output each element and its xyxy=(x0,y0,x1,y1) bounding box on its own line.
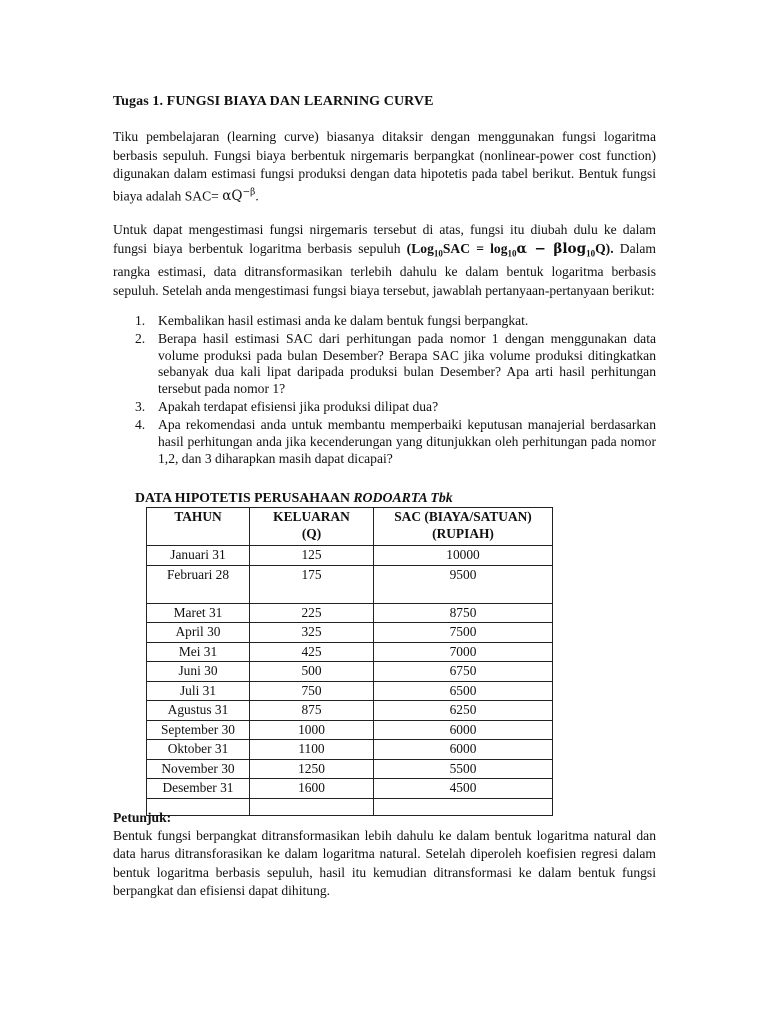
cell-q: 175 xyxy=(250,565,374,603)
log-formula xyxy=(406,240,614,259)
header-sac-label: SAC (BIAYA/SATUAN) xyxy=(394,509,532,524)
intro-end: . xyxy=(255,188,259,204)
table-title xyxy=(135,490,453,506)
table-title-company: RODOARTA Tbk xyxy=(353,490,453,505)
header-keluaran xyxy=(250,508,374,546)
header-tahun-label: TAHUN xyxy=(174,509,222,524)
intro-text: Tiku pembelajaran (learning curve) biasanya ditaksir dengan menggunakan fungsi logaritma berbasis sepuluh. Fungsi biaya berbentuk nirgemaris berpangkat (nonlinear-power cost function) digunakan dalam estimasi fungsi produksi dengan data hipotetis pada tabel berikut. Bentuk fungsi biaya adalah SAC= xyxy=(113,129,656,204)
question-text: Kembalikan hasil estimasi anda ke dalam bentuk fungsi berpangkat. xyxy=(158,313,529,328)
hint-paragraph: Bentuk fungsi berpangkat ditransformasikan lebih dahulu ke dalam bentuk logaritma natural dan data harus ditransforasikan ke dalam logaritma natural. Setelah diperoleh koefisien regresi dalam bentuk logaritma berbasis sepuluh, hasil itu kemudian ditransformasi ke dalam bentuk fungsi berpangkat dan efisiensi dapat dihitung. xyxy=(113,828,656,899)
table-row xyxy=(147,546,553,566)
question-number: 4. xyxy=(135,417,146,433)
table-row xyxy=(147,603,553,623)
cell-sac: 6000 xyxy=(374,740,553,760)
table-row xyxy=(147,759,553,779)
header-keluaran-unit: (Q) xyxy=(301,526,322,541)
cell-tahun: Juni 30 xyxy=(147,662,250,682)
question-text: Berapa hasil estimasi SAC dari perhitungan pada nomor 1 dengan menggunakan data volume produksi pada bulan Desember? Berapa SAC jika volume produksi ditingkatkan sebanyak dua kali lipat daripada produksi bulan Desember? Apa arti hasil perhitungan tersebut pada nomor 1? xyxy=(158,331,656,396)
cell-sac: 6000 xyxy=(374,720,553,740)
table-row xyxy=(147,701,553,721)
cell-tahun: Maret 31 xyxy=(147,603,250,623)
cell-sac: 4500 xyxy=(374,779,553,799)
method-text-b: Dalam rangka estimasi, data ditransformasikan terlebih dahulu ke dalam bentuk logaritma berbasis sepuluh. Setelah anda mengestimasi fungsi biaya tersebut, jawablah pertanyaan-pertanyaan berikut: xyxy=(113,240,657,298)
cell-tahun: April 30 xyxy=(147,623,250,643)
table-row xyxy=(147,623,553,643)
formula-exponent: −β xyxy=(242,187,256,198)
cell-q: 500 xyxy=(250,662,374,682)
data-table xyxy=(146,507,553,816)
document-title: Tugas 1. FUNGSI BIAYA DAN LEARNING CURVE xyxy=(113,94,434,109)
log-formula-sub-2: 10 xyxy=(507,248,517,259)
cell-sac: 10000 xyxy=(374,546,553,566)
cell-q: 325 xyxy=(250,623,374,643)
list-item xyxy=(113,399,656,416)
header-keluaran-label: KELUARAN xyxy=(273,509,350,524)
table-row xyxy=(147,642,553,662)
intro-paragraph xyxy=(113,128,656,206)
cell-tahun: Desember 31 xyxy=(147,779,250,799)
question-number: 2. xyxy=(135,331,146,347)
cell-q: 1100 xyxy=(250,740,374,760)
table-title-prefix: DATA HIPOTETIS PERUSAHAAN xyxy=(135,490,354,505)
cell-sac: 8750 xyxy=(374,603,553,623)
cell-sac: 9500 xyxy=(374,565,553,603)
question-number: 3. xyxy=(135,399,146,415)
cell-q: 1000 xyxy=(250,720,374,740)
cell-sac: 6500 xyxy=(374,681,553,701)
cell-q: 750 xyxy=(250,681,374,701)
question-text: Apa rekomendasi anda untuk membantu memperbaiki keputusan manajerial berdasarkan hasil perhitungan anda jika kecenderungan yang ditunjukkan oleh perhitungan pada nomor 1,2, dan 3 diharapkan masih dapat dicapai? xyxy=(158,417,656,466)
log-formula-part-4: Q). xyxy=(595,240,614,256)
cell-q: 1600 xyxy=(250,779,374,799)
hint-title: Petunjuk: xyxy=(113,810,172,825)
cell-q: 225 xyxy=(250,603,374,623)
header-tahun xyxy=(147,508,250,546)
log-formula-sub-3: 10 xyxy=(586,248,596,259)
table-row xyxy=(147,662,553,682)
table-row xyxy=(147,740,553,760)
cell-tahun: September 30 xyxy=(147,720,250,740)
table-header-row xyxy=(147,508,553,546)
log-formula-part-2: SAC = log xyxy=(442,240,508,256)
cell-q: 1250 xyxy=(250,759,374,779)
cell-q: 125 xyxy=(250,546,374,566)
cell-sac: 7500 xyxy=(374,623,553,643)
cost-function-formula xyxy=(222,188,255,204)
table-row-empty xyxy=(147,798,553,815)
cell-empty xyxy=(250,798,374,815)
question-text: Apakah terdapat efisiensi jika produksi dilipat dua? xyxy=(158,399,439,415)
header-sac-unit: (RUPIAH) xyxy=(432,526,494,541)
log-formula-sub-1: 10 xyxy=(433,248,443,259)
cell-sac: 6250 xyxy=(374,701,553,721)
cell-sac: 6750 xyxy=(374,662,553,682)
cell-tahun: Juli 31 xyxy=(147,681,250,701)
cell-tahun: Februari 28 xyxy=(147,565,250,603)
list-item xyxy=(113,417,656,467)
list-item xyxy=(113,331,656,397)
list-item xyxy=(113,313,656,330)
table-row xyxy=(147,565,553,603)
cell-tahun: Oktober 31 xyxy=(147,740,250,760)
question-number: 1. xyxy=(135,313,146,328)
cell-q: 425 xyxy=(250,642,374,662)
cell-tahun: Mei 31 xyxy=(147,642,250,662)
log-formula-part-3: α − βlog xyxy=(516,240,587,257)
log-formula-part-1: (Log xyxy=(406,240,434,256)
cell-sac: 7000 xyxy=(374,642,553,662)
header-sac xyxy=(374,508,553,546)
question-list xyxy=(113,313,656,469)
cell-tahun: November 30 xyxy=(147,759,250,779)
cell-tahun: Januari 31 xyxy=(147,546,250,566)
cell-sac: 5500 xyxy=(374,759,553,779)
table-row xyxy=(147,681,553,701)
cell-empty xyxy=(374,798,553,815)
table-row xyxy=(147,720,553,740)
formula-base: αQ xyxy=(222,188,243,205)
table-row xyxy=(147,779,553,799)
method-paragraph xyxy=(113,221,656,300)
cell-tahun: Agustus 31 xyxy=(147,701,250,721)
method-text-a: Untuk dapat mengestimasi fungsi nirgemaris tersebut di atas, fungsi itu diubah dulu ke dalam fungsi biaya berbentuk logaritma berbasis sepuluh xyxy=(113,222,656,256)
cell-q: 875 xyxy=(250,701,374,721)
